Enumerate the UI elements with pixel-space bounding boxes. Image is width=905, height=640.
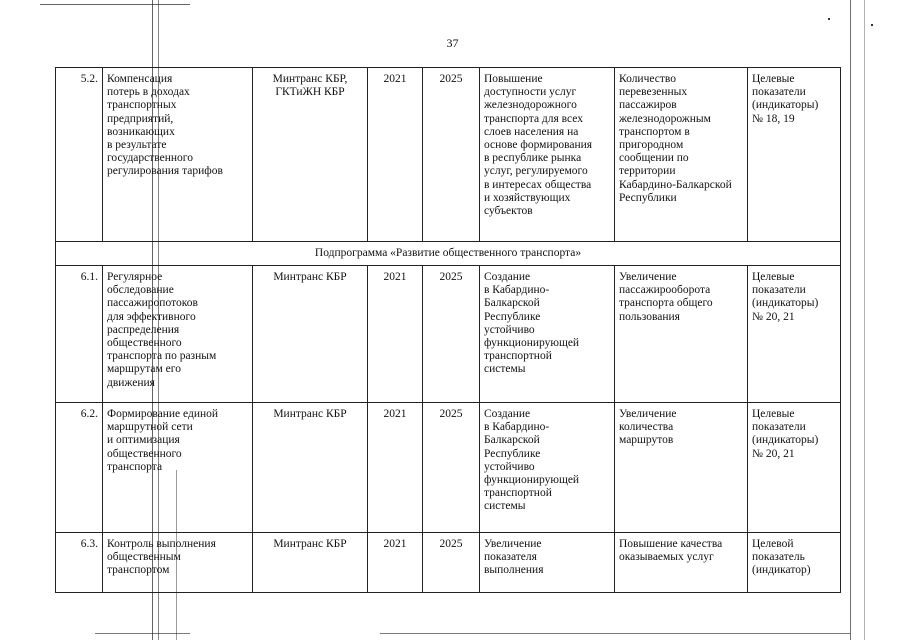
table-row (56, 266, 841, 403)
scan-speck (871, 24, 873, 26)
scan-speck (828, 18, 830, 20)
measure-start-year: 2021 (368, 403, 423, 533)
scan-line-vertical (864, 0, 865, 640)
measure-name: Регулярное обследование пассажиропотоков для эффективного распределения общественного транспорта по разным маршрутам его движения (103, 266, 253, 403)
measure-name: Компенсация потерь в доходах транспортных предприятий, возникающих в результате государственного регулирования тарифов (103, 68, 253, 242)
measure-expected-result: Увеличение показателя выполнения (480, 533, 615, 593)
measure-indicator-link: Целевые показатели (индикаторы) № 18, 19 (748, 68, 841, 242)
measure-name: Формирование единой маршрутной сети и оптимизация общественного транспорта (103, 403, 253, 533)
measure-expected-result: Создание в Кабардино- Балкарской Республике устойчиво функционирующей транспортной системы (480, 266, 615, 403)
measure-end-year: 2025 (423, 533, 480, 593)
scan-line-horizontal (95, 633, 190, 634)
scan-line-vertical (850, 0, 851, 640)
measure-number: 6.3. (56, 533, 103, 593)
scan-line-horizontal (380, 633, 850, 634)
measure-number: 6.1. (56, 266, 103, 403)
measure-executor: Минтранс КБР (253, 403, 368, 533)
measure-start-year: 2021 (368, 266, 423, 403)
measure-indicator: Увеличение пассажирооборота транспорта общего пользования (615, 266, 748, 403)
measure-executor: Минтранс КБР (253, 266, 368, 403)
measure-end-year: 2025 (423, 403, 480, 533)
measure-expected-result: Создание в Кабардино- Балкарской Республике устойчиво функционирующей транспортной системы (480, 403, 615, 533)
measure-indicator-link: Целевые показатели (индикаторы) № 20, 21 (748, 403, 841, 533)
measure-end-year: 2025 (423, 266, 480, 403)
measure-indicator-link: Целевые показатели (индикаторы) № 20, 21 (748, 266, 841, 403)
measure-executor: Минтранс КБР, ГКТиЖН КБР (253, 68, 368, 242)
measure-number: 6.2. (56, 403, 103, 533)
measure-indicator: Повышение качества оказываемых услуг (615, 533, 748, 593)
page-number: 37 (446, 36, 459, 50)
table-row (56, 68, 841, 242)
measure-indicator: Количество перевезенных пассажиров железнодорожным транспортом в пригородном сообщении по территории Кабардино-Балкарской Республики (615, 68, 748, 242)
scan-line-horizontal (40, 4, 190, 5)
subprogram-row (56, 242, 841, 266)
measure-indicator-link: Целевой показатель (индикатор) (748, 533, 841, 593)
measure-end-year: 2025 (423, 68, 480, 242)
measure-executor: Минтранс КБР (253, 533, 368, 593)
measure-start-year: 2021 (368, 68, 423, 242)
subprogram-title: Подпрограмма «Развитие общественного транспорта» (56, 242, 841, 266)
table-row (56, 403, 841, 533)
measure-expected-result: Повышение доступности услуг железнодорожного транспорта для всех слоев населения на основе формирования в республике рынка услуг, регулируемого в интересах общества и хозяйствующих субъектов (480, 68, 615, 242)
measure-number: 5.2. (56, 68, 103, 242)
measure-indicator: Увеличение количества маршрутов (615, 403, 748, 533)
measure-name: Контроль выполнения общественным транспортом (103, 533, 253, 593)
measures-table (55, 67, 841, 593)
measure-start-year: 2021 (368, 533, 423, 593)
table-row (56, 533, 841, 593)
